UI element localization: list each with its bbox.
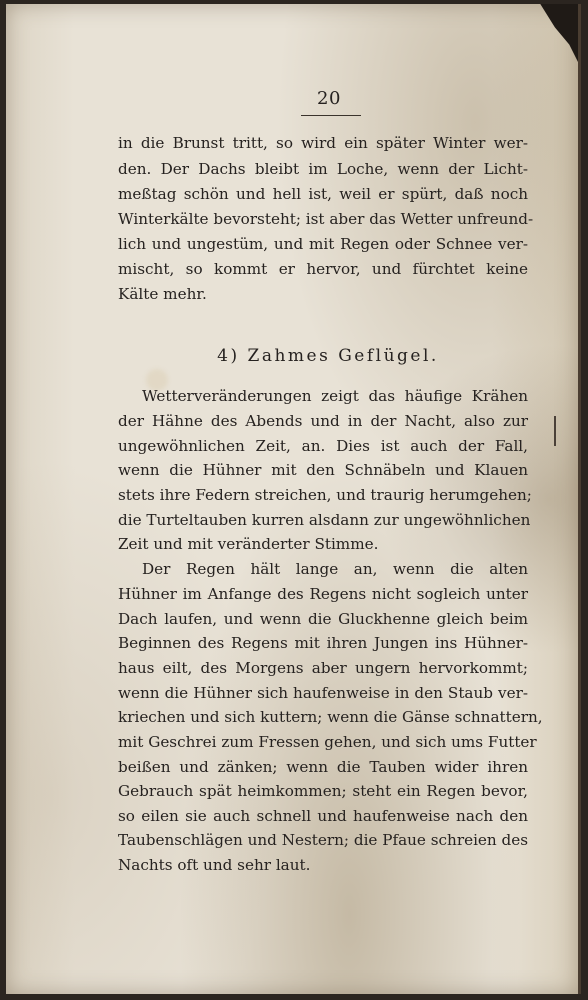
page-number: 20 — [317, 88, 341, 109]
text-line: Nachts oft und sehr laut. — [118, 856, 311, 874]
text-line: lich und ungestüm, und mit Regen oder Schnee ver- — [118, 235, 528, 253]
text-line: den. Der Dachs bleibt im Loche, wenn der Licht- — [118, 160, 528, 178]
text-line: Taubenschlägen und Nestern; die Pfaue schreien des — [118, 831, 529, 849]
text-line: Wetterveränderungen zeigt das häufige Krähen — [142, 387, 528, 405]
text-line: meßtag schön und hell ist, weil er spürt, daß noch — [118, 185, 528, 203]
text-line: in die Brunst tritt, so wird ein später Winter wer- — [118, 134, 528, 152]
text-line: Zeit und mit veränderter Stimme. — [118, 535, 379, 553]
text-line: beißen und zänken; wenn die Tauben wider ihren — [118, 758, 528, 776]
margin-mark — [554, 416, 556, 446]
text-line: der Hähne des Abends und in der Nacht, also zur — [118, 412, 528, 430]
text-line: so eilen sie auch schnell und haufenweise nach den — [118, 807, 528, 825]
text-line: wenn die Hühner mit den Schnäbeln und Klauen — [118, 461, 528, 479]
torn-corner — [520, 4, 578, 62]
text-line: Beginnen des Regens mit ihren Jungen ins Hühner- — [118, 634, 528, 652]
book-page — [6, 4, 581, 994]
text-line: mit Geschrei zum Fressen gehen, und sich ums Futter — [118, 733, 537, 751]
text-line: stets ihre Federn streichen, und traurig herumgehen; — [118, 486, 532, 504]
text-line: Winterkälte bevorsteht; ist aber das Wetter unfreund- — [118, 210, 534, 228]
text-line: mischt, so kommt er hervor, und fürchtet keine — [118, 260, 528, 278]
text-line: Der Regen hält lange an, wenn die alten — [142, 560, 528, 578]
text-line: die Turteltauben kurren alsdann zur ungewöhnlichen — [118, 511, 531, 529]
text-line: haus eilt, des Morgens aber ungern hervorkommt; — [118, 659, 528, 677]
text-line: Hühner im Anfange des Regens nicht sogleich unter — [118, 585, 528, 603]
text-line: Kälte mehr. — [118, 285, 207, 303]
text-line: wenn die Hühner sich haufenweise in den Staub ver- — [118, 684, 528, 702]
page-number-rule — [301, 115, 361, 116]
section-heading: 4) Zahmes Geflügel. — [217, 346, 439, 366]
text-line: kriechen und sich kuttern; wenn die Gänse schnattern, — [118, 708, 543, 726]
text-line: Gebrauch spät heimkommen; steht ein Regen bevor, — [118, 782, 528, 800]
text-line: ungewöhnlichen Zeit, an. Dies ist auch der Fall, — [118, 437, 528, 455]
text-line: Dach laufen, und wenn die Gluckhenne gleich beim — [118, 610, 528, 628]
